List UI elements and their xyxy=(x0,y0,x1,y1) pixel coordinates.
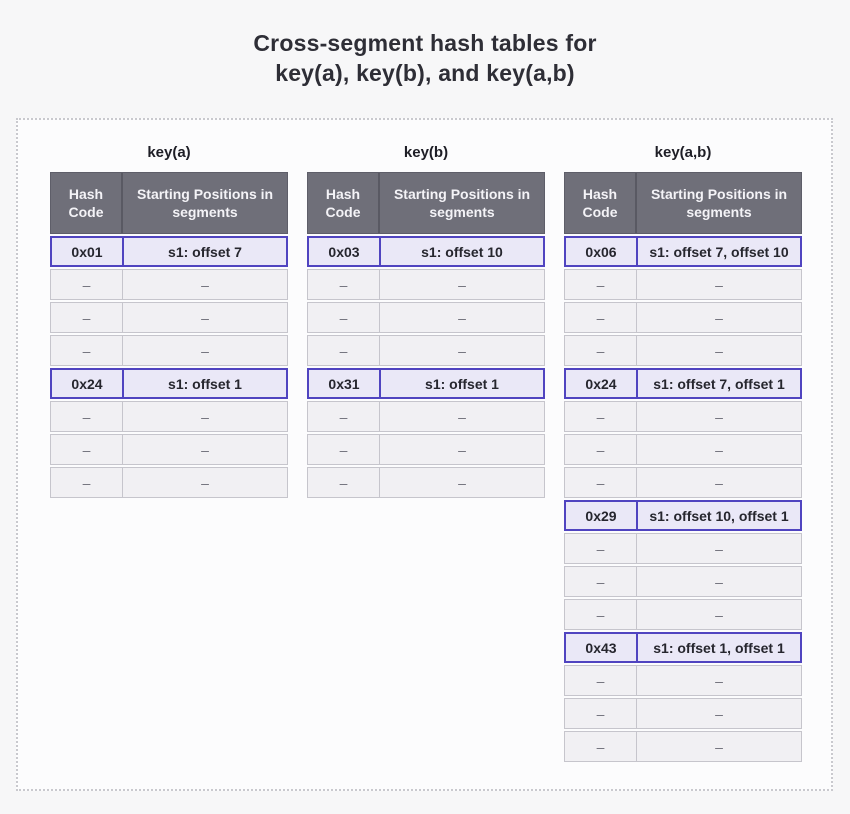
table-row xyxy=(564,533,802,564)
table-label: key(b) xyxy=(403,144,449,161)
table-row xyxy=(50,335,288,366)
hash-code-cell: – xyxy=(51,402,123,431)
table-row xyxy=(307,368,545,399)
hash-code-cell: 0x03 xyxy=(309,238,381,265)
table-row xyxy=(50,368,288,399)
hash-table-block xyxy=(307,144,545,500)
hash-code-cell: – xyxy=(565,600,637,629)
table-label: key(a) xyxy=(147,144,191,161)
positions-cell: s1: offset 1, offset 1 xyxy=(653,639,785,656)
table-row xyxy=(307,302,545,333)
positions-cell: – xyxy=(715,540,723,557)
positions-cell: s1: offset 1 xyxy=(425,375,499,392)
diagram-title xyxy=(0,0,850,88)
table-row xyxy=(564,731,802,762)
hash-code-cell: – xyxy=(565,666,637,695)
positions-cell: s1: offset 10 xyxy=(421,243,503,260)
table-row xyxy=(50,467,288,498)
hash-code-cell: – xyxy=(308,303,380,332)
table-row xyxy=(564,335,802,366)
positions-cell: – xyxy=(458,276,466,293)
positions-cell: s1: offset 7, offset 1 xyxy=(653,375,785,392)
hash-code-cell: 0x01 xyxy=(52,238,124,265)
hash-code-cell: – xyxy=(565,732,637,761)
table-row xyxy=(564,467,802,498)
hash-code-cell: – xyxy=(565,303,637,332)
table-row xyxy=(307,401,545,432)
positions-cell: – xyxy=(201,474,209,491)
hash-code-cell: 0x24 xyxy=(566,370,638,397)
table-row xyxy=(564,665,802,696)
hash-code-cell: – xyxy=(51,336,123,365)
hash-code-header: Hash Code xyxy=(565,173,637,233)
table-row xyxy=(564,599,802,630)
hash-code-cell: 0x29 xyxy=(566,502,638,529)
positions-cell: – xyxy=(715,342,723,359)
diagram-title-line2: key(a), key(b), and key(a,b) xyxy=(275,60,575,86)
positions-cell: – xyxy=(201,441,209,458)
hash-code-cell: 0x24 xyxy=(52,370,124,397)
table-row xyxy=(50,401,288,432)
hash-code-cell: – xyxy=(308,402,380,431)
positions-cell: – xyxy=(201,309,209,326)
hash-code-header: Hash Code xyxy=(51,173,123,233)
positions-header: Starting Positions in segments xyxy=(393,186,531,220)
positions-cell: – xyxy=(458,342,466,359)
table-row xyxy=(50,302,288,333)
positions-cell: – xyxy=(715,672,723,689)
table-row xyxy=(307,467,545,498)
positions-cell: – xyxy=(715,573,723,590)
positions-cell: – xyxy=(715,606,723,623)
hash-code-cell: – xyxy=(308,336,380,365)
hash-code-cell: 0x31 xyxy=(309,370,381,397)
table-row xyxy=(564,698,802,729)
positions-header: Starting Positions in segments xyxy=(136,186,274,220)
table-row xyxy=(307,434,545,465)
table-row xyxy=(564,368,802,399)
positions-cell: – xyxy=(715,441,723,458)
table-row xyxy=(50,434,288,465)
table-row xyxy=(564,566,802,597)
positions-cell: – xyxy=(458,441,466,458)
hash-code-cell: – xyxy=(51,270,123,299)
table-row xyxy=(564,500,802,531)
table-row xyxy=(50,269,288,300)
table-row xyxy=(307,236,545,267)
positions-cell: – xyxy=(458,408,466,425)
table-row xyxy=(564,302,802,333)
hash-table-block xyxy=(50,144,288,500)
diagram-title-line1: Cross-segment hash tables for xyxy=(253,30,597,56)
hash-code-cell: – xyxy=(565,270,637,299)
table-row xyxy=(307,269,545,300)
positions-cell: – xyxy=(458,474,466,491)
hash-code-cell: – xyxy=(565,567,637,596)
hash-code-cell: – xyxy=(51,435,123,464)
table-header-row xyxy=(50,172,288,234)
hash-code-cell: – xyxy=(565,699,637,728)
positions-cell: – xyxy=(201,408,209,425)
hash-code-cell: – xyxy=(308,270,380,299)
hash-code-cell: – xyxy=(565,435,637,464)
positions-cell: s1: offset 1 xyxy=(168,375,242,392)
hash-code-cell: – xyxy=(308,468,380,497)
table-label: key(a,b) xyxy=(654,144,712,161)
hash-code-cell: – xyxy=(565,468,637,497)
positions-cell: – xyxy=(715,408,723,425)
positions-cell: s1: offset 7, offset 10 xyxy=(649,243,789,260)
positions-cell: – xyxy=(715,738,723,755)
positions-cell: – xyxy=(715,309,723,326)
hash-code-cell: – xyxy=(565,534,637,563)
table-row xyxy=(564,632,802,663)
hash-code-header: Hash Code xyxy=(308,173,380,233)
hash-code-cell: – xyxy=(565,402,637,431)
positions-header: Starting Positions in segments xyxy=(650,186,788,220)
hash-code-cell: – xyxy=(51,303,123,332)
positions-cell: – xyxy=(715,276,723,293)
table-row xyxy=(50,236,288,267)
hash-code-cell: 0x43 xyxy=(566,634,638,661)
positions-cell: – xyxy=(715,474,723,491)
positions-cell: – xyxy=(201,276,209,293)
hash-code-cell: – xyxy=(308,435,380,464)
positions-cell: – xyxy=(201,342,209,359)
positions-cell: – xyxy=(715,705,723,722)
table-row xyxy=(564,434,802,465)
tables-container xyxy=(18,120,831,764)
table-row xyxy=(564,236,802,267)
positions-cell: s1: offset 7 xyxy=(168,243,242,260)
table-header-row xyxy=(564,172,802,234)
hash-table-block xyxy=(564,144,802,764)
diagram-panel xyxy=(16,118,833,791)
positions-cell: s1: offset 10, offset 1 xyxy=(649,507,789,524)
table-row xyxy=(307,335,545,366)
hash-code-cell: – xyxy=(565,336,637,365)
positions-cell: – xyxy=(458,309,466,326)
hash-code-cell: – xyxy=(51,468,123,497)
table-row xyxy=(564,401,802,432)
table-header-row xyxy=(307,172,545,234)
table-row xyxy=(564,269,802,300)
hash-code-cell: 0x06 xyxy=(566,238,638,265)
